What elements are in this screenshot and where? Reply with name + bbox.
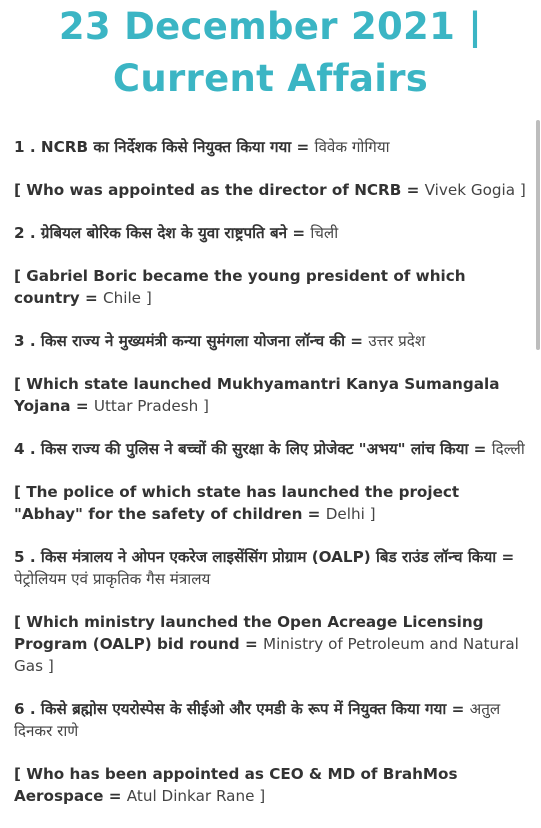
qa-item-3-english (14, 373, 528, 417)
question: [ Which ministry launched the Open Acreage Licensing Program (OALP) bid round = (14, 613, 484, 653)
answer: Uttar Pradesh ] (93, 397, 209, 415)
question: [ Gabriel Boric became the young president of which country = (14, 267, 466, 307)
question: [ Who was appointed as the director of NCRB = (14, 181, 425, 199)
qa-item-1-hindi (14, 136, 528, 158)
answer: Atul Dinkar Rane ] (126, 787, 266, 805)
question: 4 . किस राज्य की पुलिस ने बच्चों की सुरक्षा के लिए प्रोजेक्ट "अभय" लांच किया = (14, 440, 492, 458)
answer: विवेक गोगिया (314, 138, 390, 156)
qa-item-5-english (14, 611, 528, 677)
question: [ Which state launched Mukhyamantri Kanya Sumangala Yojana = (14, 375, 500, 415)
answer: चिली (310, 224, 339, 242)
answer: Chile ] (103, 289, 152, 307)
question: 3 . किस राज्य ने मुख्यमंत्री कन्या सुमंगला योजना लॉन्च की = (14, 332, 369, 350)
answer: Ministry of Petroleum and Natural Gas ] (14, 635, 519, 675)
title-line-2: Current Affairs (112, 57, 429, 100)
answer: दिल्ली (491, 440, 525, 458)
qa-item-6-hindi (14, 698, 528, 742)
question: 2 . ग्रेबियल बोरिक किस देश के युवा राष्ट्रपति बने = (14, 224, 311, 242)
answer: उत्तर प्रदेश (368, 332, 426, 350)
title-line-1: 23 December 2021 | (58, 5, 483, 48)
qa-item-4-english (14, 481, 528, 525)
question: [ Who has been appointed as CEO & MD of BrahMos Aerospace = (14, 765, 458, 805)
question: [ The police of which state has launched the project "Abhay" for the safety of children = (14, 483, 460, 523)
qa-item-2-hindi (14, 222, 528, 244)
qa-item-6-english (14, 763, 528, 807)
qa-item-3-hindi (14, 330, 528, 352)
question: 5 . किस मंत्रालय ने ओपन एकरेज लाइसेंसिंग प्रोग्राम (OALP) बिड राउंड लॉन्च किया = (14, 548, 515, 566)
qa-item-5-hindi (14, 546, 528, 590)
question: 6 . किसे ब्रह्मोस एयरोस्पेस के सीईओ और एमडी के रूप में नियुक्त किया गया = (14, 700, 470, 718)
scrollbar-thumb[interactable] (536, 120, 540, 350)
answer: अतुल दिनकर राणे (14, 700, 501, 740)
qa-item-1-english (14, 179, 528, 201)
page-title (0, 0, 541, 105)
qa-list (14, 136, 528, 828)
qa-item-2-english (14, 265, 528, 309)
answer: Delhi ] (325, 505, 376, 523)
answer: पेट्रोलियम एवं प्राकृतिक गैस मंत्रालय (14, 570, 211, 588)
answer: Vivek Gogia ] (424, 181, 526, 199)
qa-item-4-hindi (14, 438, 528, 460)
question: 1 . NCRB का निर्देशक किसे नियुक्त किया गया = (14, 138, 315, 156)
